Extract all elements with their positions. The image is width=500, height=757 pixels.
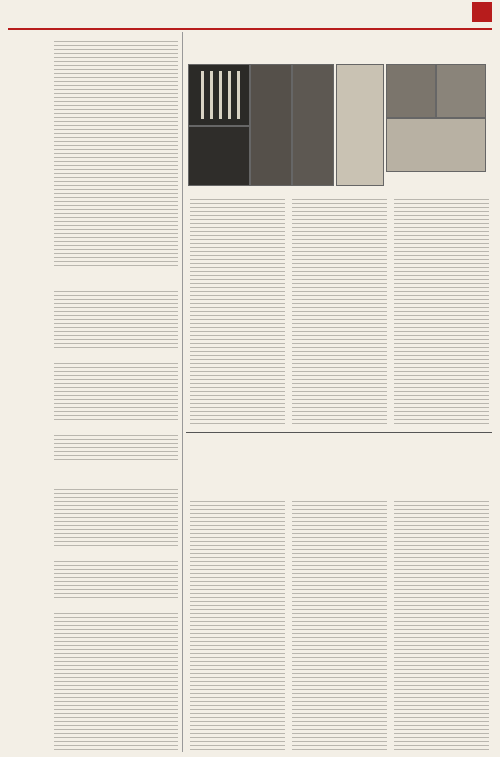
brick-rubbing-photo-2	[292, 64, 334, 186]
column-divider	[182, 32, 183, 752]
article1-body-col4	[54, 432, 178, 460]
article1-body-col6	[54, 558, 178, 598]
article1-body-col7	[54, 610, 178, 750]
article2-body-col2	[292, 196, 387, 426]
header-rule	[8, 28, 492, 30]
article2-body-col1	[190, 196, 285, 426]
brick-inscription-photo	[188, 64, 250, 126]
brick-photo-3	[336, 64, 384, 186]
article3-body-col3	[394, 498, 489, 750]
brick-photo-2	[188, 126, 250, 186]
article1-body-col1	[54, 38, 178, 266]
brick-photo-4	[386, 64, 436, 118]
brick-photo-6	[386, 118, 486, 172]
article3-body-col1	[190, 498, 285, 750]
page-number	[472, 2, 492, 22]
article-separator	[186, 432, 492, 433]
brick-photo-5	[436, 64, 486, 118]
brick-rubbing-photo-1	[250, 64, 292, 186]
article1-body-col2	[54, 288, 178, 348]
page-header	[0, 0, 500, 30]
article2-body-col3	[394, 196, 489, 426]
article3-body-col2	[292, 498, 387, 750]
article1-body-col5	[54, 486, 178, 546]
article1-title	[12, 44, 38, 374]
article1-body-col3	[54, 360, 178, 420]
